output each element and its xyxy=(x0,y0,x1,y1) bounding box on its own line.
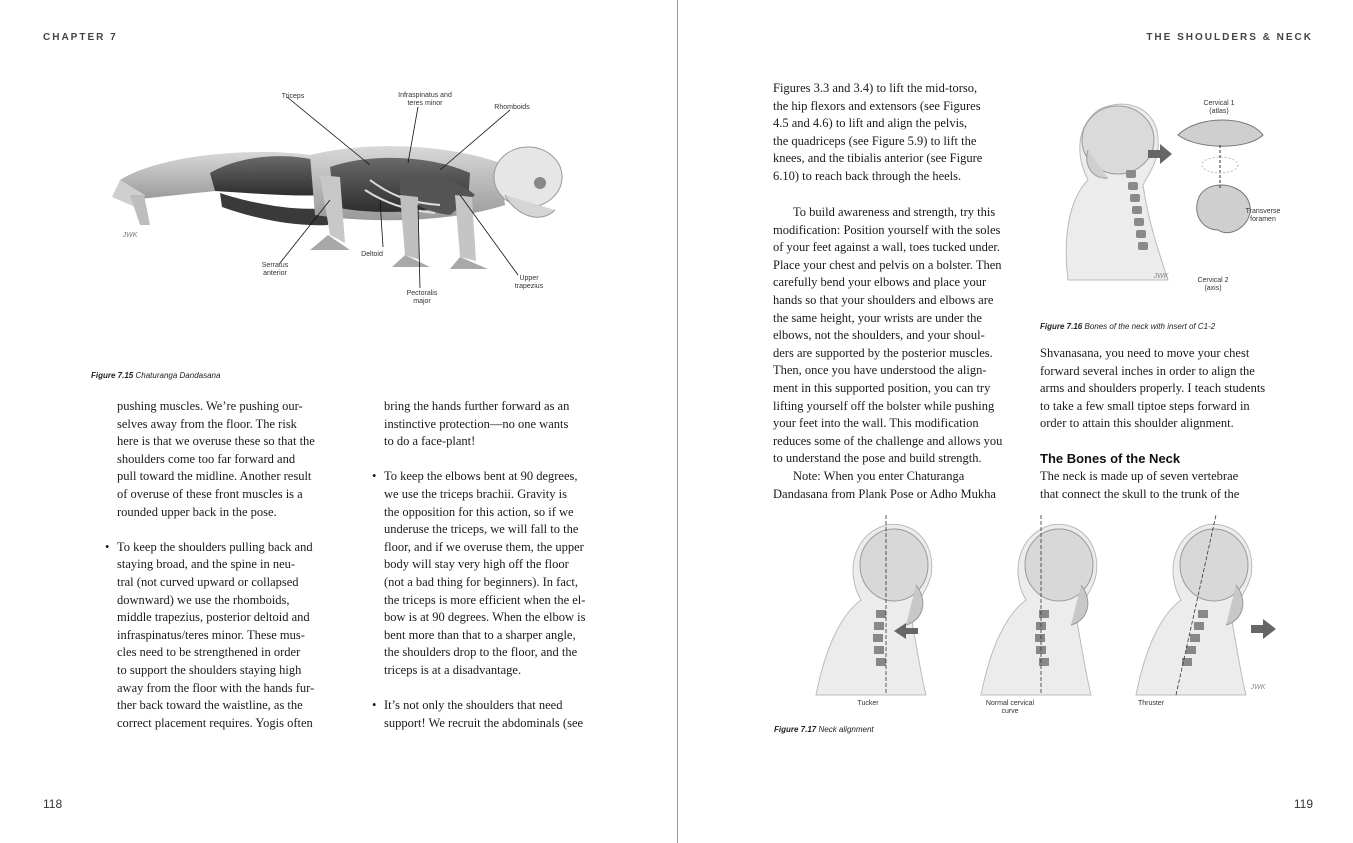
label-upper-trap-line1: Upper xyxy=(519,275,539,282)
text-line: underuse the triceps, we will fall to the xyxy=(384,522,579,537)
text-line: order to attain this shoulder alignment. xyxy=(1040,416,1234,431)
text-line: the quadriceps (see Figure 5.9) to lift the xyxy=(773,133,977,148)
page-number-left: 118 xyxy=(43,797,63,811)
text-line: the same height, your wrists are under the xyxy=(773,310,982,325)
text-line: rounded upper back in the pose. xyxy=(117,504,277,519)
label-triceps: Triceps xyxy=(281,93,305,100)
text-line: Place your chest and pelvis on a bolster. Then xyxy=(773,257,1002,272)
text-line: downward) we use the rhomboids, xyxy=(117,592,290,607)
artist-signature: JWK xyxy=(122,232,138,239)
text-line: bring the hands further forward as an xyxy=(384,399,570,413)
label-pectoralis-line1: Pectoralis xyxy=(406,290,438,297)
text-line: body will stay very high off the floor xyxy=(384,557,569,572)
text-line: To keep the shoulders pulling back and xyxy=(117,539,313,554)
label-serratus-line1: Serratus xyxy=(261,262,289,269)
label-upper-trapezius xyxy=(506,275,552,291)
bullet-item xyxy=(372,468,624,679)
label-normal-line2: curve xyxy=(1001,708,1019,715)
left-column-2 xyxy=(372,398,624,732)
caption-text: Chaturanga Dandasana xyxy=(135,371,221,380)
text-line: the opposition for this action, so if we xyxy=(384,504,574,519)
text-line: To keep the elbows bent at 90 degrees, xyxy=(384,469,578,484)
text-line: to understand the pose and build strength. xyxy=(773,451,982,466)
text-line: the shoulders drop to the floor, and the xyxy=(384,645,578,660)
text-line: elbows, not the shoulders, and your shoul- xyxy=(773,328,985,343)
label-pectoralis-major xyxy=(396,290,448,306)
bullet-dot: • xyxy=(372,469,377,484)
label-c2-line1: Cervical 2 xyxy=(1197,277,1229,284)
text-line: the triceps is more efficient when the el- xyxy=(384,592,586,607)
label-normal-line1: Normal cervical xyxy=(985,700,1035,707)
bullet-dot: • xyxy=(372,698,377,713)
text-line: we use the triceps brachii. Gravity is xyxy=(384,486,567,501)
label-serratus-line2: anterior xyxy=(263,270,287,277)
text-line: Shvanasana, you need to move your chest xyxy=(1040,346,1250,360)
caption-number: Figure 7.16 xyxy=(1040,322,1083,331)
text-line: Figures 3.3 and 3.4) to lift the mid-torso, xyxy=(773,81,978,95)
text-line: support! We recruit the abdominals (see xyxy=(384,715,584,730)
caption-number: Figure 7.17 xyxy=(774,725,817,734)
text-line: 4.5 and 4.6) to lift and align the pelvis, xyxy=(773,116,968,131)
label-cervical-1 xyxy=(1193,100,1245,116)
label-upper-trap-line2: trapezius xyxy=(514,283,544,290)
text-line: your feet into the wall. This modification xyxy=(773,416,979,431)
label-normal-cervical-curve xyxy=(975,700,1045,716)
text-line: knees, and the tibialis anterior (see Figure xyxy=(773,151,983,166)
text-line: Note: When you enter Chaturanga xyxy=(793,468,965,483)
caption-text: Bones of the neck with insert of C1-2 xyxy=(1084,322,1216,331)
text-line: To build awareness and strength, try this xyxy=(793,205,996,219)
text-line: carefully bend your elbows and place your xyxy=(773,275,987,290)
text-line: selves away from the floor. The risk xyxy=(117,416,297,431)
label-infraspinatus xyxy=(388,92,462,108)
text-line: The neck is made up of seven vertebrae xyxy=(1040,469,1239,483)
caption-text: Neck alignment xyxy=(818,725,874,734)
text-line: tral (not curved upward or collapsed xyxy=(117,574,299,589)
bullet-item xyxy=(105,539,357,733)
label-tf-line1: Transverse xyxy=(1245,208,1281,215)
label-infraspinatus-line2: teres minor xyxy=(407,100,443,107)
page-number-right: 119 xyxy=(1293,797,1313,811)
text-line: bow is at 90 degrees. When the elbow is xyxy=(384,610,586,625)
section-heading: The Bones of the Neck xyxy=(1040,451,1181,466)
text-line: arms and shoulders properly. I teach students xyxy=(1040,381,1266,396)
label-deltoid: Deltoid xyxy=(361,251,383,258)
text-line: to do a face-plant! xyxy=(384,434,476,449)
label-cervical-2 xyxy=(1188,277,1238,293)
text-line: Then, once you have understood the align- xyxy=(773,363,987,378)
figure-7-17-caption xyxy=(774,725,874,734)
label-pectoralis-line2: major xyxy=(413,298,431,305)
bullet-dot: • xyxy=(105,539,110,554)
label-tucker: Tucker xyxy=(857,700,879,707)
text-line: cles need to be strengthened in order xyxy=(117,645,301,660)
text-line: of overuse of these front muscles is a xyxy=(117,486,303,501)
label-thruster: Thruster xyxy=(1137,700,1165,707)
text-line: 6.10) to reach back through the heels. xyxy=(773,168,962,183)
text-line: correct placement requires. Yogis often xyxy=(117,715,313,730)
running-head-right: THE SHOULDERS & NECK xyxy=(1146,32,1313,43)
bullet-item xyxy=(372,697,624,732)
artist-signature: JWK xyxy=(1250,684,1266,691)
text-line: of your feet against a wall, toes tucked under. xyxy=(773,240,1001,255)
caption-number: Figure 7.15 xyxy=(91,371,134,380)
left-column-1 xyxy=(105,398,357,732)
text-line: the hip flexors and extensors (see Figures xyxy=(773,98,981,113)
label-rhomboids: Rhomboids xyxy=(494,104,530,111)
right-column-1-para2 xyxy=(773,204,1013,503)
label-infraspinatus-line1: Infraspinatus and xyxy=(398,92,452,99)
text-line: Dandasana from Plank Pose or Adho Mukha xyxy=(773,486,996,501)
text-line: hands so that your shoulders and elbows are xyxy=(773,292,994,307)
text-line: ment in this supported position, you can try xyxy=(773,380,991,395)
text-line: pushing muscles. We’re pushing our- xyxy=(117,399,303,413)
right-page xyxy=(678,0,1353,843)
text-line: bent more than that to a sharper angle, xyxy=(384,627,576,642)
label-c1-line1: Cervical 1 xyxy=(1203,100,1235,107)
text-line: to take a few small tiptoe steps forward in xyxy=(1040,398,1250,413)
neck-alignment-illustration xyxy=(806,515,1276,700)
text-line: infraspinatus/teres minor. These mus- xyxy=(117,627,305,642)
text-line: away from the floor with the hands fur- xyxy=(117,680,315,695)
text-line: middle trapezius, posterior deltoid and xyxy=(117,610,310,625)
running-head-left: CHAPTER 7 xyxy=(43,32,118,43)
right-column-2-after xyxy=(1040,468,1300,503)
right-column-1 xyxy=(773,80,1013,186)
label-serratus-anterior xyxy=(250,262,300,278)
text-line: lifting yourself off the bolster while pushing xyxy=(773,398,995,413)
text-line: triceps is at a disadvantage. xyxy=(384,662,522,677)
text-line: ders are supported by the posterior muscles. xyxy=(773,345,993,360)
text-line: that connect the skull to the trunk of the xyxy=(1040,486,1240,501)
figure-7-15-caption xyxy=(91,371,220,380)
neck-bones-illustration xyxy=(1048,90,1288,290)
text-line: floor, and if we overuse them, the upper xyxy=(384,539,584,554)
figure-7-16-caption xyxy=(1040,322,1215,331)
label-transverse-foramen xyxy=(1238,208,1288,224)
text-line: It’s not only the shoulders that need xyxy=(384,698,563,713)
text-line: shoulders come too far forward and xyxy=(117,451,296,466)
text-line: forward several inches in order to align the xyxy=(1040,363,1255,378)
text-line: modification: Position yourself with the soles xyxy=(773,222,1001,237)
artist-signature: JWK xyxy=(1153,273,1169,280)
text-line: staying broad, and the spine in neu- xyxy=(117,557,296,572)
label-tf-line2: foramen xyxy=(1250,216,1276,223)
chaturanga-illustration xyxy=(100,85,570,315)
label-c1-line2: (atlas) xyxy=(1209,108,1229,115)
text-line: ther back toward the waistline, as the xyxy=(117,698,303,713)
text-line: pull toward the midline. Another result xyxy=(117,469,312,484)
text-line: instinctive protection—no one wants xyxy=(384,416,569,431)
label-c2-line2: (axis) xyxy=(1204,285,1222,292)
right-column-2 xyxy=(1040,345,1300,433)
text-line: reduces some of the challenge and allows you xyxy=(773,433,1003,448)
text-line: here is that we overuse these so that the xyxy=(117,434,315,449)
text-line: to support the shoulders staying high xyxy=(117,662,302,677)
text-line: (not a bad thing for beginners). In fact, xyxy=(384,574,579,589)
